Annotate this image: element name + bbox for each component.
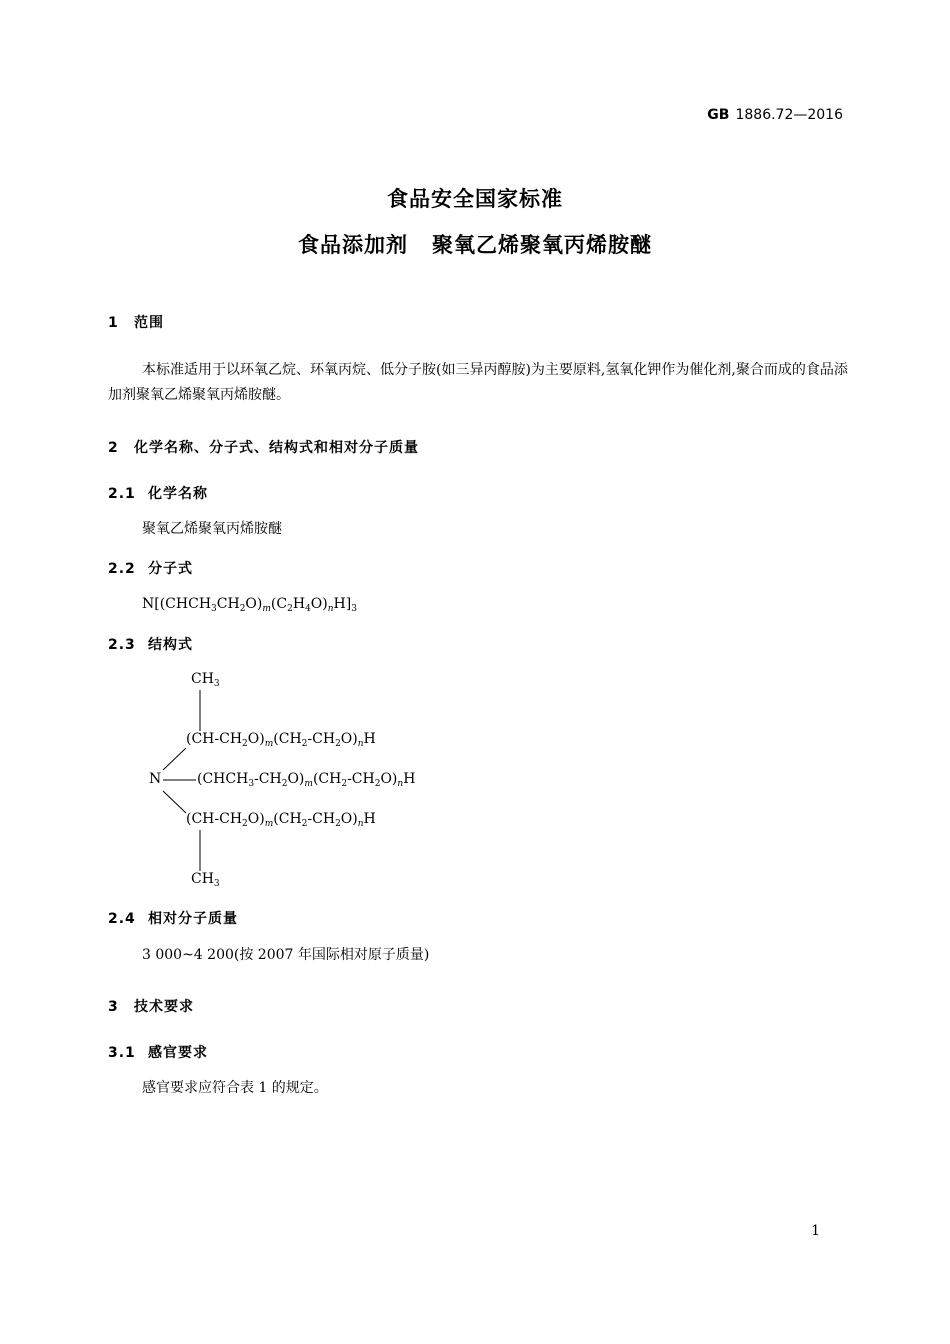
section-number: 1	[108, 315, 119, 331]
section-number: 2.2	[108, 561, 136, 577]
section-title: 结构式	[148, 637, 193, 653]
section-title: 化学名称、分子式、结构式和相对分子质量	[134, 440, 419, 456]
bond-top-diagonal	[163, 748, 186, 770]
chain-bottom: $(CH-CH_2O)_m(CH_2-CH_2O)_nH$	[186, 811, 376, 829]
section-title: 分子式	[148, 561, 193, 577]
section-title: 化学名称	[148, 486, 208, 502]
subtitle-product: 聚氧乙烯聚氧丙烯胺醚	[432, 233, 652, 257]
section-3-1-heading	[108, 1042, 208, 1062]
chemical-name: 聚氧乙烯聚氧丙烯胺醚	[142, 521, 282, 537]
section-number: 3.1	[108, 1045, 136, 1061]
section-title: 感官要求	[148, 1045, 208, 1061]
document-title: 食品安全国家标准	[387, 187, 563, 211]
sensory-requirement-text: 感官要求应符合表 1 的规定。	[142, 1080, 328, 1096]
section-number: 2	[108, 440, 119, 456]
methyl-bottom: $CH_3$	[191, 871, 220, 889]
section-3-heading	[108, 996, 194, 1016]
methyl-top: $CH_3$	[191, 671, 220, 689]
section-number: 3	[108, 999, 119, 1015]
section-2-4-heading	[108, 908, 238, 928]
subtitle-category: 食品添加剂	[298, 233, 408, 257]
bond-bottom-diagonal	[163, 791, 186, 813]
molecular-mass: 3 000~4 200(按 2007 年国际相对原子质量)	[142, 947, 430, 963]
molecular-formula: $N[(CHCH_3CH_2O)_m(C_2H_4O)_nH]_3$	[142, 596, 357, 614]
section-number: 2.1	[108, 486, 136, 502]
scope-paragraph: 本标准适用于以环氧乙烷、环氧丙烷、低分子胺(如三异丙醇胺)为主要原料,氢氧化钾作为催化剂,聚合而成的食品添加剂聚氧乙烯聚氧丙烯胺醚。	[108, 362, 848, 403]
chain-middle: $(CHCH_3-CH_2O)_m(CH_2-CH_2O)_nH$	[197, 771, 416, 789]
nitrogen-atom: N	[149, 771, 162, 787]
chain-top: $(CH-CH_2O)_m(CH_2-CH_2O)_nH$	[186, 731, 376, 749]
standard-code: 1886.72—2016	[735, 107, 843, 123]
section-number: 2.4	[108, 911, 136, 927]
section-title: 技术要求	[134, 999, 194, 1015]
section-title: 范围	[134, 315, 164, 331]
section-number: 2.3	[108, 637, 136, 653]
standard-prefix: GB	[707, 107, 730, 123]
section-title: 相对分子质量	[148, 911, 238, 927]
page-number: 1	[811, 1223, 820, 1239]
